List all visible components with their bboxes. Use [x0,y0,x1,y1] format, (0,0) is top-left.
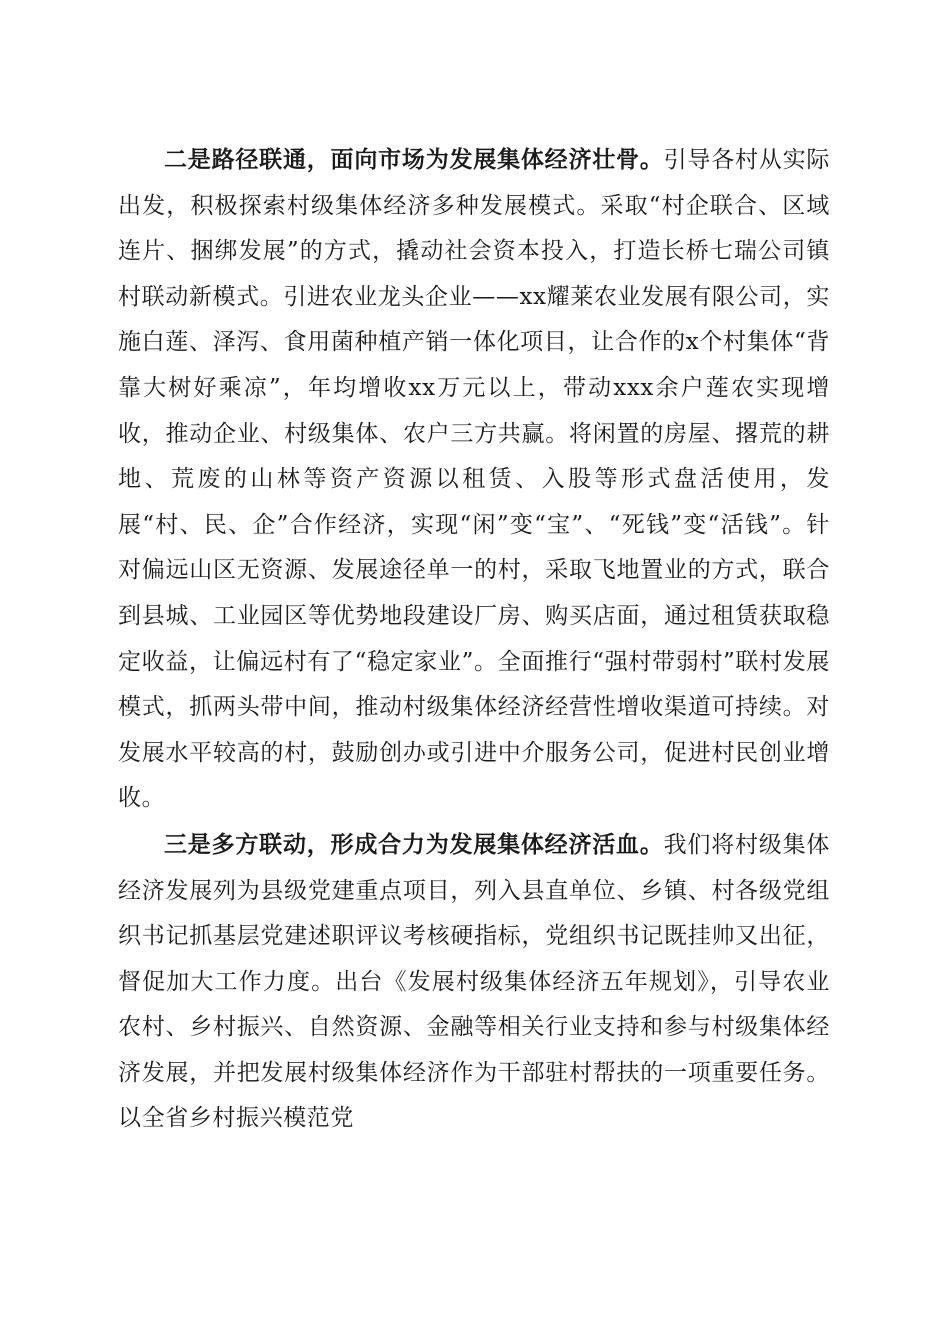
document-body [118,137,830,1142]
paragraph-road-connection [118,137,830,822]
paragraph-text: 引导各村从实际出发，积极探索村级集体经济多种发展模式。采取“村企联合、区域连片、捆绑发展”的方式，撬动社会资本投入，打造长桥七瑞公司镇村联动新模式。引进农业龙头企业——xx耀莱农业发展有限公司，实施白莲、泽泻、食用菌种植产销一体化项目，让合作的x个村集体“背靠大树好乘凉”，年均增收xx万元以上，带动xxx余户莲农实现增收，推动企业、村级集体、农户三方共赢。将闲置的房屋、撂荒的耕地、荒废的山林等资产资源以租赁、入股等形式盘活使用，发展“村、民、企”合作经济，实现“闲”变“宝”、“死钱”变“活钱”。针对偏远山区无资源、发展途径单一的村，采取飞地置业的方式，联合到县城、工业园区等优势地段建设厂房、购买店面，通过租赁获取稳定收益，让偏远村有了“稳定家业”。全面推行“强村带弱村”联村发展模式，抓两头带中间，推动村级集体经济经营性增收渠道可持续。对发展水平较高的村，鼓励创办或引进中介服务公司，促进村民创业增收。 [118,147,830,812]
paragraph-heading: 三是多方联动，形成合力为发展集体经济活血。 [164,830,664,858]
paragraph-text: 我们将村级集体经济发展列为县级党建重点项目，列入县直单位、乡镇、村各级党组织书记抓基层党建述职评议考核硬指标，党组织书记既挂帅又出征，督促加大工作力度。出台《发展村级集体经济五年规划》，引导农业农村、乡村振兴、自然资源、金融等相关行业支持和参与村级集体经济发展，并把发展村级集体经济作为干部驻村帮扶的一项重要任务。以全省乡村振兴模范党 [118,831,830,1132]
paragraph-heading: 二是路径联通，面向市场为发展集体经济壮骨。 [164,146,664,173]
paragraph-multi-party-linkage [118,822,830,1142]
